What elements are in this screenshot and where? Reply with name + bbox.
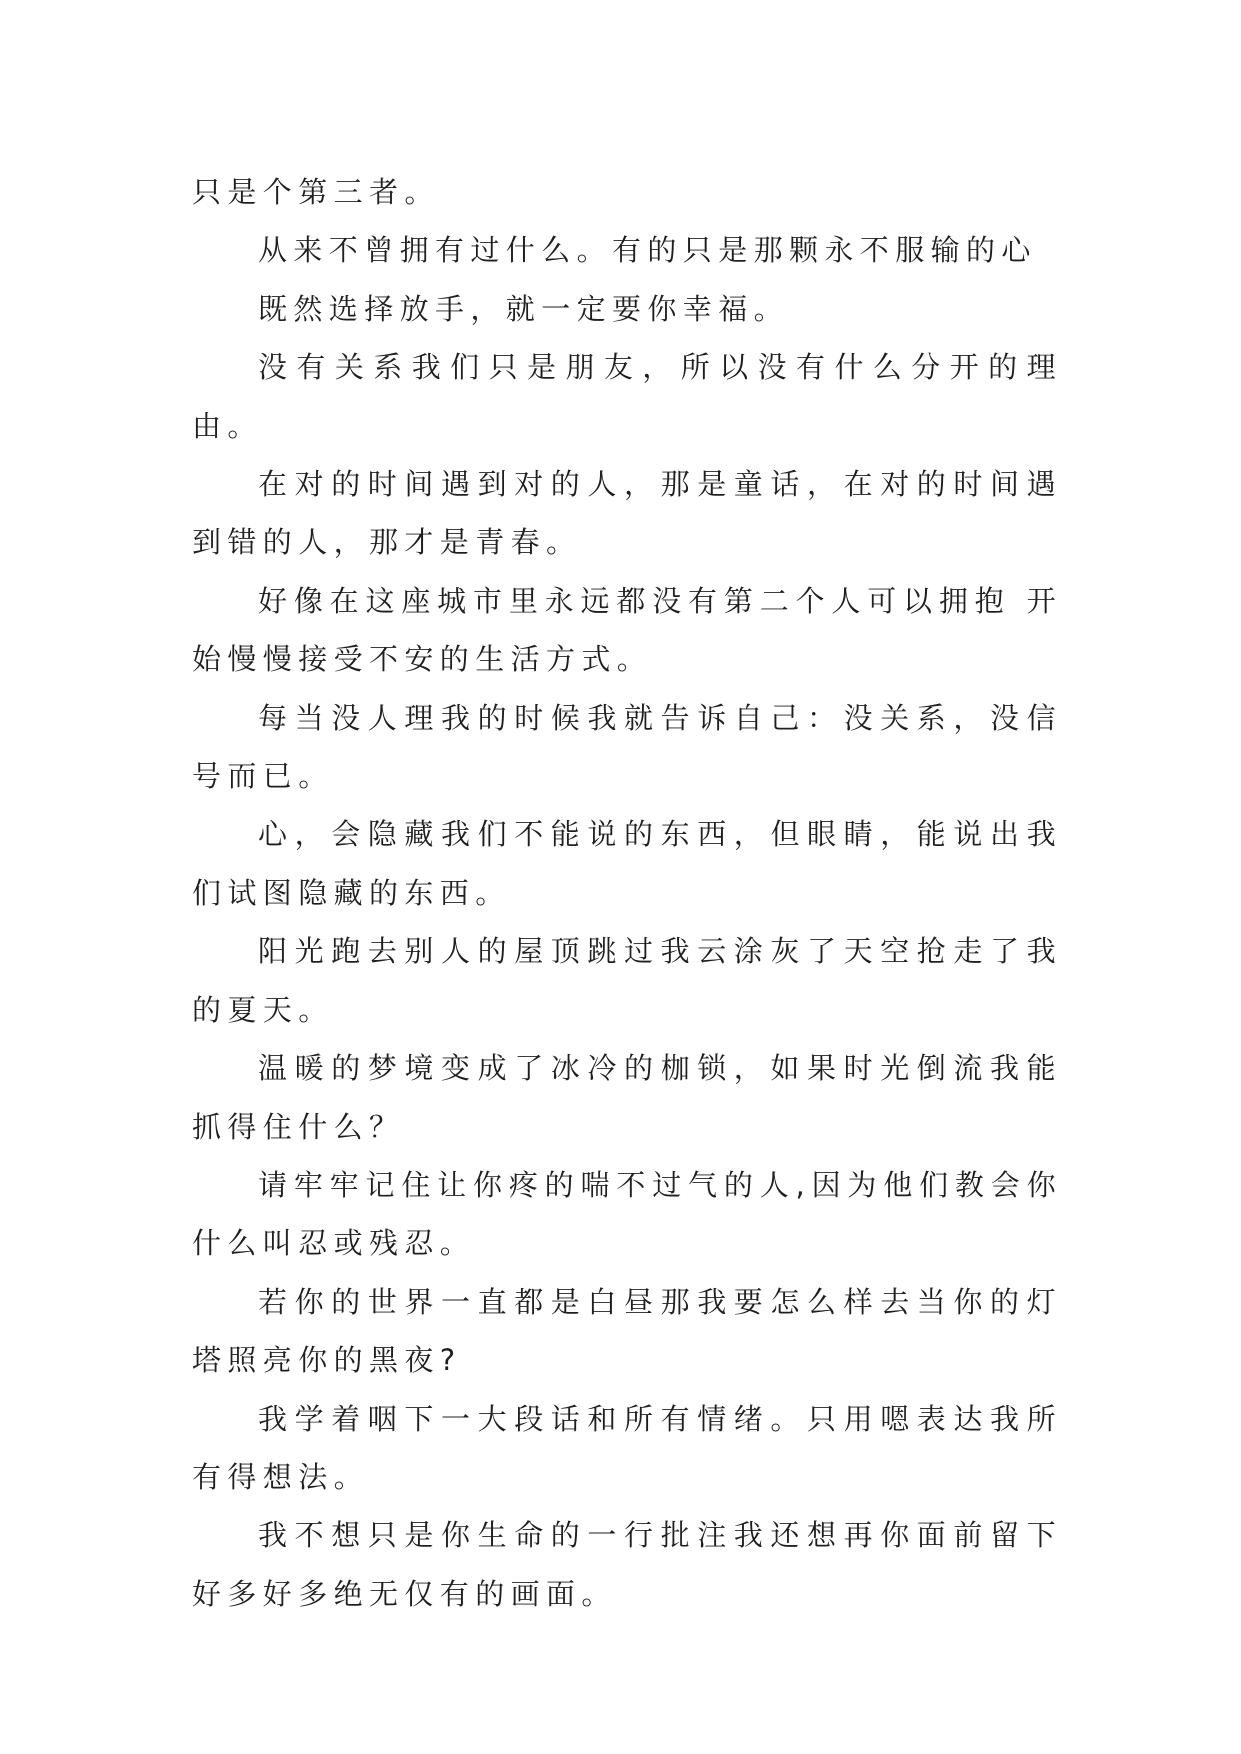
paragraph: 我学着咽下一大段话和所有情绪。只用嗯表达我所有得想法。 xyxy=(192,1401,1062,1494)
paragraph-continuation: 只是个第三者。 xyxy=(192,175,440,209)
paragraph: 既然选择放手，就一定要你幸福。 xyxy=(258,291,790,326)
paragraph: 从来不曾拥有过什么。有的只是那颗永不服输的心 xyxy=(258,233,1037,268)
paragraph: 心，会隐藏我们不能说的东西，但眼睛，能说出我们试图隐藏的东西。 xyxy=(192,817,1062,910)
paragraph: 若你的世界一直都是白昼那我要怎么样去当你的灯塔照亮你的黑夜? xyxy=(192,1284,1062,1378)
paragraph: 我不想只是你生命的一行批注我还想再你面前留下好多好多绝无仅有的画面。 xyxy=(192,1518,1062,1611)
paragraph: 在对的时间遇到对的人，那是童话，在对的时间遇到错的人，那才是青春。 xyxy=(192,467,1062,560)
document-body xyxy=(192,163,1062,1623)
paragraph: 请牢牢记住让你疼的喘不过气的人,因为他们教会你什么叫忍或残忍。 xyxy=(192,1167,1062,1261)
paragraph: 每当没人理我的时候我就告诉自己：没关系，没信号而已。 xyxy=(192,700,1062,794)
paragraph: 好像在这座城市里永远都没有第二个人可以拥抱 开始慢慢接受不安的生活方式。 xyxy=(192,583,1062,677)
paragraph: 阳光跑去别人的屋顶跳过我云涂灰了天空抢走了我的夏天。 xyxy=(192,934,1062,1027)
paragraph: 温暖的梦境变成了冰冷的枷锁，如果时光倒流我能抓得住什么？ xyxy=(192,1051,1062,1144)
paragraph: 没有关系我们只是朋友，所以没有什么分开的理由。 xyxy=(192,350,1062,443)
